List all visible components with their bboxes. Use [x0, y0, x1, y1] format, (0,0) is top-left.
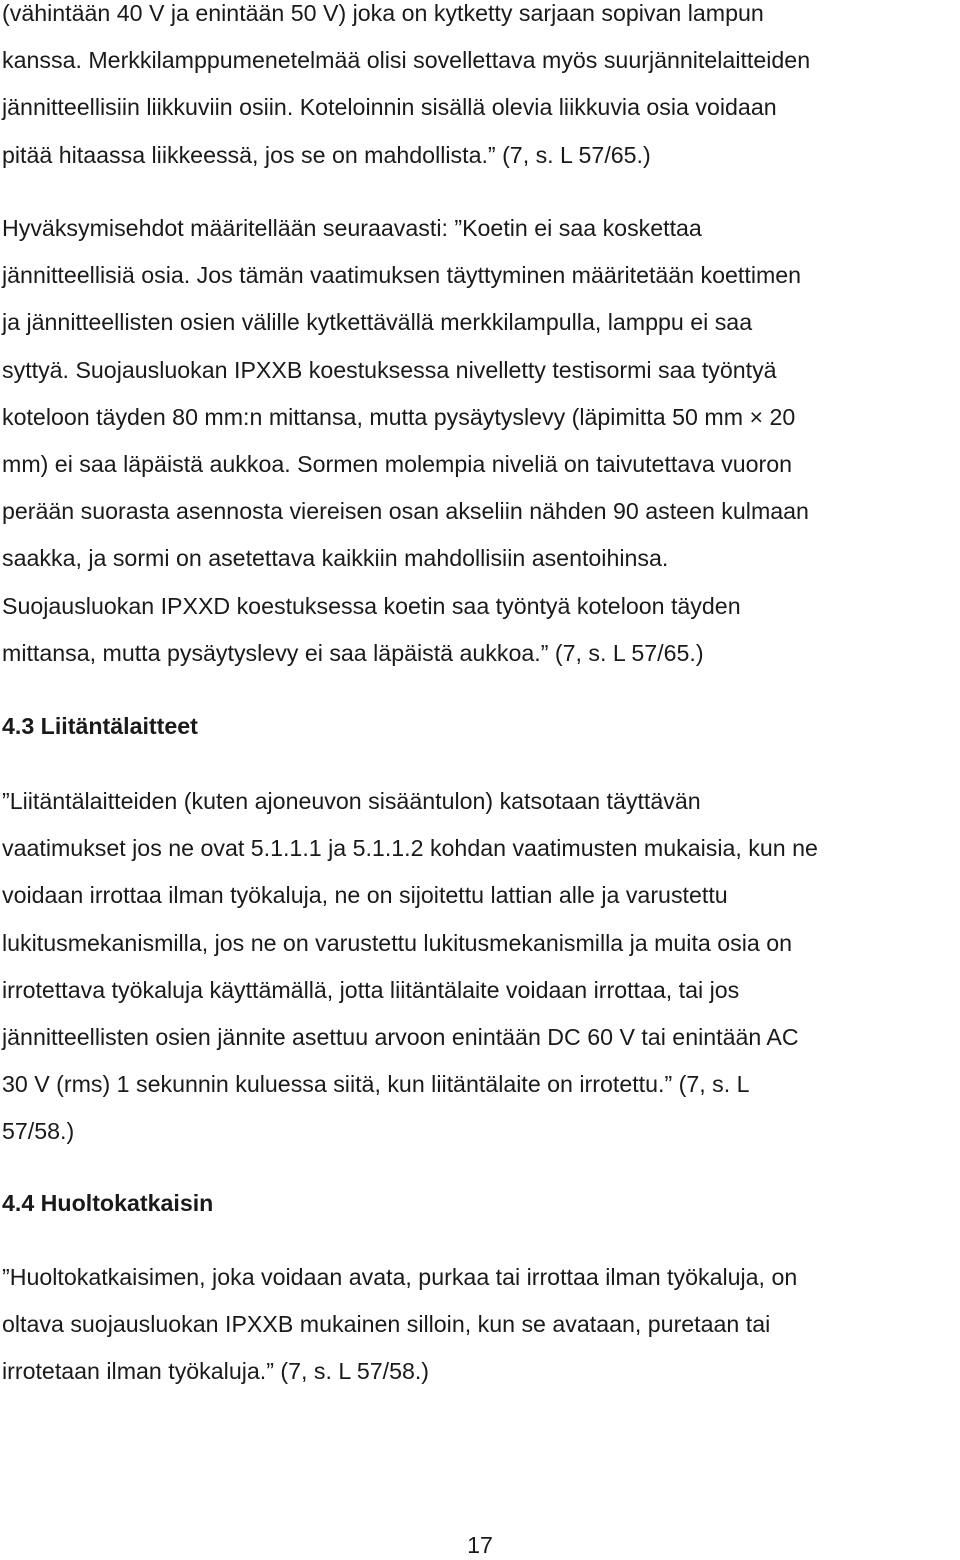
text-line: koteloon täyden 80 mm:n mittansa, mutta pysäytyslevy (läpimitta 50 mm × 20: [2, 403, 796, 430]
text-line: jännitteellisiä osia. Jos tämän vaatimuksen täyttyminen määritetään koettimen: [2, 262, 802, 289]
text-line: vaatimukset jos ne ovat 5.1.1.1 ja 5.1.1.2 kohdan vaatimusten mukaisia, kun ne: [2, 835, 818, 862]
text-line: kanssa. Merkkilamppumenetelmää olisi sovellettava myös suurjännitelaitteiden: [2, 47, 811, 74]
text-line: jännitteellisten osien jännite asettuu arvoon enintään DC 60 V tai enintään AC: [2, 1023, 799, 1050]
text-line: pitää hitaassa liikkeessä, jos se on mahdollista.” (7, s. L 57/65.): [2, 141, 651, 168]
paragraph-section-4-3: [2, 778, 958, 1156]
text-line: 30 V (rms) 1 sekunnin kuluessa siitä, kun liitäntälaite on irrotettu.” (7, s. L: [2, 1071, 750, 1098]
text-line: oltava suojausluokan IPXXB mukainen silloin, kun se avataan, puretaan tai: [2, 1311, 771, 1338]
text-line: (vähintään 40 V ja enintään 50 V) joka on kytketty sarjaan sopivan lampun: [2, 0, 764, 26]
text-line: Suojausluokan IPXXD koestuksessa koetin saa työntyä koteloon täyden: [2, 592, 741, 619]
text-line: 57/58.): [2, 1118, 75, 1145]
text-line: lukitusmekanismilla, jos ne on varustettu lukitusmekanismilla ja muita osia on: [2, 929, 793, 956]
text-line: saakka, ja sormi on asetettava kaikkiin mahdollisiin asentoihinsa.: [2, 545, 669, 572]
text-line: perään suorasta asennosta viereisen osan akseliin nähden 90 asteen kulmaan: [2, 498, 809, 525]
text-line: mm) ei saa läpäistä aukkoa. Sormen molempia niveliä on taivutettava vuoron: [2, 450, 793, 477]
text-line: Hyväksymisehdot määritellään seuraavasti: ”Koetin ei saa koskettaa: [2, 215, 702, 241]
text-line: syttyä. Suojausluokan IPXXB koestuksessa nivelletty testisormi saa työntyä: [2, 356, 777, 383]
text-line: jännitteellisiin liikkuviin osiin. Koteloinnin sisällä olevia liikkuvia osia voidaan: [2, 94, 777, 121]
paragraph-continuation: [2, 0, 958, 179]
text-line: ja jännitteellisten osien välille kytkettävällä merkkilampulla, lamppu ei saa: [2, 309, 753, 336]
section-heading-4-4: 4.4 Huoltokatkaisin: [2, 1190, 214, 1216]
text-line: ”Liitäntälaitteiden (kuten ajoneuvon sisääntulon) katsotaan täyttävän: [2, 788, 701, 814]
paragraph-acceptance-conditions: [2, 205, 958, 677]
page-number: 17: [467, 1532, 493, 1558]
text-line: irrotettava työkaluja käyttämällä, jotta liitäntälaite voidaan irrottaa, tai jos: [2, 976, 740, 1003]
text-line: ”Huoltokatkaisimen, joka voidaan avata, purkaa tai irrottaa ilman työkaluja, on: [2, 1264, 798, 1290]
paragraph-section-4-4: [2, 1254, 958, 1396]
text-line: mittansa, mutta pysäytyslevy ei saa läpäistä aukkoa.” (7, s. L 57/65.): [2, 639, 704, 666]
section-heading-4-3: 4.3 Liitäntälaitteet: [2, 713, 198, 739]
text-line: voidaan irrottaa ilman työkaluja, ne on sijoitettu lattian alle ja varustettu: [2, 882, 728, 909]
text-line: irrotetaan ilman työkaluja.” (7, s. L 57/58.): [2, 1358, 430, 1385]
